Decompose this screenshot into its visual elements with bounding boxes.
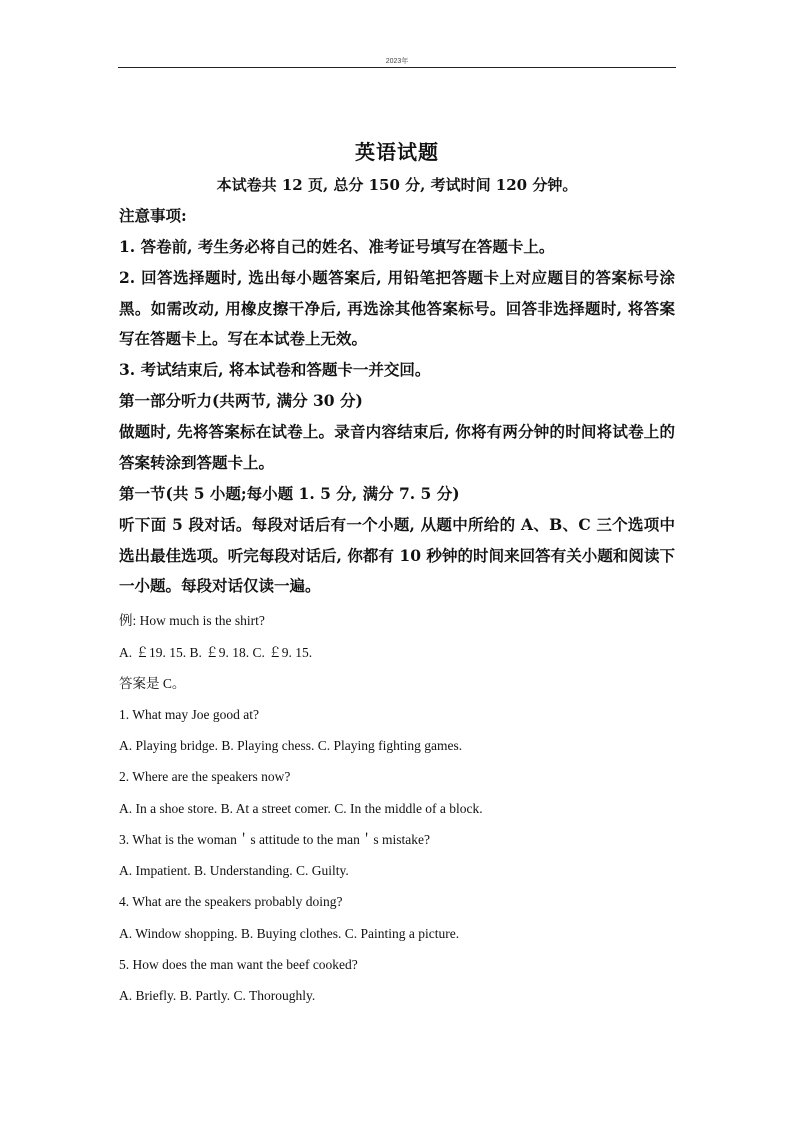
notes-heading: 注意事项: — [119, 206, 187, 225]
exam-info: 本试卷共 12 页, 总分 150 分, 考试时间 120 分钟。 — [216, 176, 578, 194]
notes-item-2: 2. 回答选择题时, 选出每小题答案后, 用铅笔把答题卡上对应题目的答案标号涂黑。如需改动, 用橡皮擦干净后, 再选涂其他答案标号。回答非选择题时, 将答案写在答题卡上。写在本试卷上无效。 — [119, 268, 675, 348]
question-3: 3. What is the woman＇s attitude to the man＇s mistake? — [119, 832, 430, 847]
question-1-options: A. Playing bridge. B. Playing chess. C. Playing fighting games. — [119, 738, 463, 753]
example-question: 例: How much is the shirt? — [119, 613, 265, 628]
notes-item-3: 3. 考试结束后, 将本试卷和答题卡一并交回。 — [119, 360, 431, 379]
question-4: 4. What are the speakers probably doing? — [119, 894, 343, 909]
question-3-options: A. Impatient. B. Understanding. C. Guilty. — [119, 863, 349, 878]
question-5: 5. How does the man want the beef cooked? — [119, 957, 358, 972]
question-4-options: A. Window shopping. B. Buying clothes. C. Painting a picture. — [119, 926, 460, 941]
question-2: 2. Where are the speakers now? — [119, 769, 291, 784]
header-year: 2023年 — [385, 58, 409, 65]
section1-instruction: 听下面 5 段对话。每段对话后有一个小题, 从题中所给的 A、B、C 三个选项中选出最佳选项。听完每段对话后, 你都有 10 秒钟的时间来回答有关小题和阅读下一小题。每段对话仅读一遍。 — [119, 515, 675, 595]
question-2-options: A. In a shoe store. B. At a street comer. C. In the middle of a block. — [119, 801, 483, 816]
section1-heading: 第一节(共 5 小题;每小题 1. 5 分, 满分 7. 5 分) — [119, 484, 460, 503]
question-1: 1. What may Joe good at? — [119, 707, 259, 722]
notes-item-1: 1. 答卷前, 考生务必将自己的姓名、准考证号填写在答题卡上。 — [119, 237, 555, 256]
question-5-options: A. Briefly. B. Partly. C. Thoroughly. — [119, 988, 316, 1003]
example-answer: 答案是 C。 — [119, 676, 186, 691]
page-title: 英语试题 — [355, 140, 439, 164]
part1-instruction: 做题时, 先将答案标在试卷上。录音内容结束后, 你将有两分钟的时间将试卷上的答案转涂到答题卡上。 — [119, 422, 675, 472]
example-options: A. ￡19. 15. B. ￡9. 18. C. ￡9. 15. — [119, 645, 313, 660]
header-divider — [118, 67, 676, 68]
part1-heading: 第一部分听力(共两节, 满分 30 分) — [119, 391, 363, 410]
